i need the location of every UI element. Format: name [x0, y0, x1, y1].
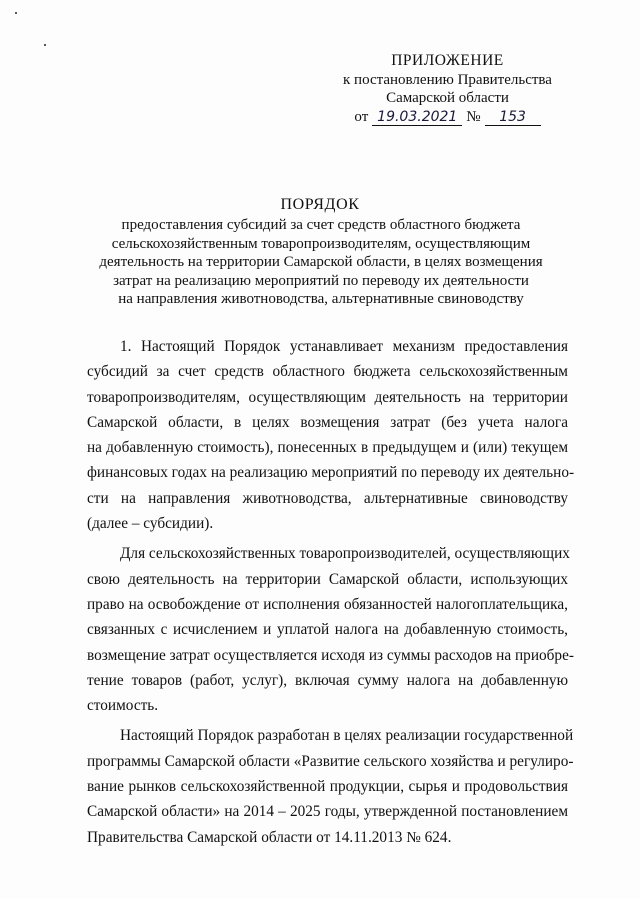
document-subtitle [78, 216, 564, 309]
paragraph-2 [87, 541, 574, 718]
text-line: свою деятельность на территории Самарской области, использующих [87, 570, 568, 588]
text-line: Самарской области» на 2014 – 2025 годы, утвержденной постановлением [87, 803, 568, 821]
appendix-line-resolution: к постановлению Правительства [343, 71, 552, 88]
appendix-header [330, 52, 565, 126]
document-body [87, 334, 575, 850]
appendix-date-row [330, 108, 565, 127]
text-line: (далее – субсидии). [87, 515, 214, 533]
appendix-line-region: Самарской области [386, 90, 509, 106]
subtitle-line: затрат на реализацию мероприятий по переводу их деятельности [113, 272, 529, 289]
text-line: право на освобождение от исполнения обязанностей налогоплательщика, [87, 595, 568, 613]
text-line: стоимость. [87, 697, 159, 715]
subtitle-line: на направления животноводства, альтернативные свиноводству [118, 291, 524, 308]
document-title: ПОРЯДОК [280, 196, 360, 213]
subtitle-line: деятельность на территории Самарской области, в целях возмещения [99, 254, 543, 271]
subtitle-line: сельскохозяйственным товаропроизводителям, осуществляющим [111, 235, 531, 252]
text-line: сти на направления животноводства, альтернативные свиноводству [87, 489, 568, 507]
paragraph-3 [87, 723, 574, 849]
scan-speck [44, 44, 46, 46]
text-line: вание рынков сельскохозяйственной продукции, сырья и продовольствия [87, 778, 568, 796]
text-line: финансовых годах на реализацию мероприятий по переводу их деятельно- [87, 464, 575, 482]
text-line: товаропроизводителям, осуществляющим деятельность на территории [87, 388, 568, 406]
text-line: возмещение затрат осуществляется исходя из суммы расходов на приобре- [87, 646, 574, 664]
handwritten-date: 19.03.2021 [372, 110, 462, 126]
text-line: программы Самарской области «Развитие сельского хозяйства и регулиро- [87, 752, 574, 770]
subtitle-line: предоставления субсидий за счет средств областного бюджета [121, 217, 521, 233]
text-line: субсидий за счет средств областного бюджета сельскохозяйственным [87, 363, 568, 381]
handwritten-number: 153 [485, 110, 541, 126]
date-prefix: от [354, 108, 369, 125]
paragraph-1 [87, 334, 575, 536]
text-line: связанных с исчислением и уплатой налога на добавленную стоимость, [87, 621, 568, 639]
scan-speck [15, 12, 17, 14]
text-line: Для сельскохозяйственных товаропроизводителей, осуществляющих [120, 545, 570, 563]
text-line: Настоящий Порядок разработан в целях реализации государственной [120, 727, 574, 745]
text-line: 1. Настоящий Порядок устанавливает механизм предоставления [120, 338, 568, 355]
text-line: на добавленную стоимость), понесенных в предыдущем и (или) текущем [87, 439, 568, 457]
text-line: тение товаров (работ, услуг), включая сумму налога на добавленную [87, 671, 568, 689]
number-prefix: № [466, 108, 481, 125]
appendix-title: ПРИЛОЖЕНИЕ [391, 52, 504, 69]
text-line: Правительства Самарской области от 14.11.2013 № 624. [87, 828, 452, 846]
text-line: Самарской области, в целях возмещения затрат (без учета налога [87, 413, 568, 431]
